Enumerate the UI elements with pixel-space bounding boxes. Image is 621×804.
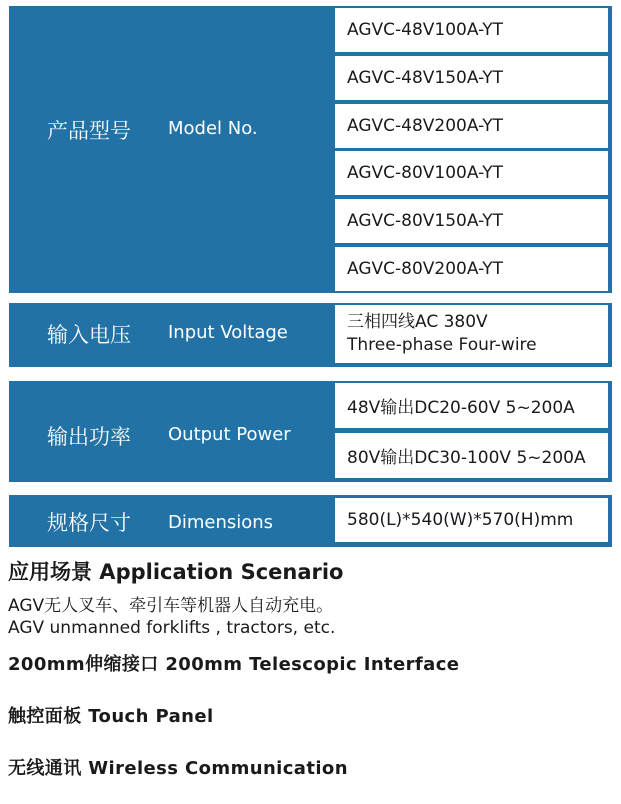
model-value-cell: AGVC-48V150A-YT [335,56,608,100]
scenario-line-en: AGV unmanned forklifts , tractors, etc. [8,618,336,638]
scenario-title: 应用场景 Application Scenario [8,560,344,584]
model-label-en: Model No. [168,118,258,139]
model-value-cell: AGVC-80V100A-YT [335,151,608,195]
dimensions-label-en: Dimensions [168,512,274,533]
model-value-cell: AGVC-48V100A-YT [335,8,608,52]
dimensions-spec-block [9,495,612,547]
scenario-line-zh: AGV无人叉车、牵引车等机器人自动充电。 [8,596,334,616]
feature-wireless-communication: 无线通讯 Wireless Communication [8,758,348,779]
model-label-zh: 产品型号 [47,119,131,143]
feature-touch-panel: 触控面板 Touch Panel [8,706,214,727]
input-label-en: Input Voltage [168,322,288,343]
input-value-line2: Three-phase Four-wire [347,335,537,355]
output-spec-block [9,381,612,482]
input-value-line1: 三相四线AC 380V [347,312,488,332]
dimensions-value-cell: 580(L)*540(W)*570(H)mm [335,498,608,542]
output-label-en: Output Power [168,424,291,445]
model-value-cell: AGVC-48V200A-YT [335,104,608,148]
dimensions-label-zh: 规格尺寸 [47,511,131,535]
input-label-zh: 输入电压 [47,323,131,347]
model-value-cell: AGVC-80V200A-YT [335,247,608,291]
output-value-cell: 48V输出DC20-60V 5~200A [335,383,608,428]
output-label-zh: 输出功率 [47,425,131,449]
feature-telescopic-interface: 200mm伸缩接口 200mm Telescopic Interface [8,654,460,675]
input-value-cell [335,305,608,363]
input-spec-block [9,303,612,367]
model-value-cell: AGVC-80V150A-YT [335,199,608,243]
model-spec-block [9,6,612,293]
output-value-cell: 80V输出DC30-100V 5~200A [335,433,608,478]
